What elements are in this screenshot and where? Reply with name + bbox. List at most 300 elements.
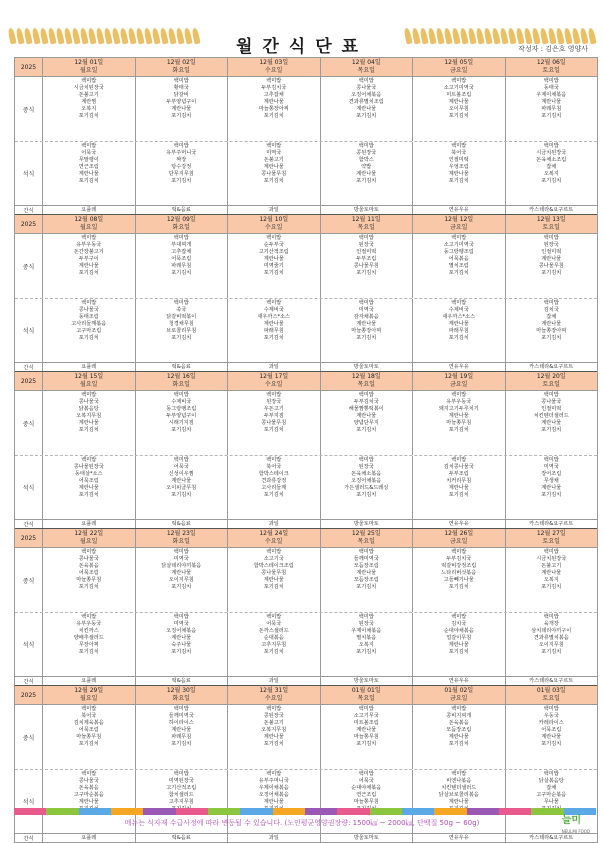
day-header <box>413 215 506 233</box>
day-date: 12월 19일 <box>444 373 474 380</box>
menu-item: 백미밥 <box>266 549 282 555</box>
menu-item: 계란나물 <box>541 734 562 741</box>
menu-item: 포기김치 <box>448 492 469 499</box>
menu-item: 포기김치 <box>78 270 99 277</box>
menu-item: 포기김치 <box>448 584 469 591</box>
menu-item: 백미밥 <box>451 300 467 306</box>
menu-item: 포기김치 <box>78 178 99 185</box>
day-weekday: 화요일 <box>172 224 190 231</box>
menu-item: 콩나물국 <box>78 556 99 563</box>
menu-item: 마늘쫑무침 <box>446 420 472 427</box>
menu-item: 오복지 <box>358 642 374 649</box>
menu-item: 어묵국 <box>173 464 189 471</box>
menu-item: 미역국 <box>358 307 374 314</box>
snack-cell: 연유우유 <box>413 363 506 371</box>
menu-item: 백미밥 <box>451 143 467 149</box>
menu-item: 백미밥 <box>81 235 97 241</box>
menu-item: 두부김치국 <box>446 556 472 563</box>
menu-item: 마늘쫑장아찌 <box>258 106 289 113</box>
snack-row <box>15 206 597 215</box>
day-date: 12월 17일 <box>259 373 289 380</box>
day-weekday: 토요일 <box>542 67 560 74</box>
menu-item: 포기김치 <box>356 492 377 499</box>
day-weekday: 목요일 <box>357 538 375 545</box>
menu-item: 포기김치 <box>171 492 192 499</box>
menu-item: 콩비지찌개 <box>446 713 472 720</box>
day-header <box>321 529 414 547</box>
day-date: 01월 01일 <box>351 687 381 694</box>
menu-item: 미역된장국 <box>168 778 194 785</box>
menu-item: 계란나물 <box>356 727 377 734</box>
menu-item: 파래무침 <box>541 106 562 113</box>
menu-item: 계란나물 <box>263 799 284 806</box>
menu-item: 계란나물 <box>263 256 284 263</box>
week-header-row <box>15 686 597 705</box>
menu-item: 백미밥 <box>451 78 467 84</box>
menu-item: 감자채볶음 <box>353 314 379 321</box>
footer-note: 메뉴는 식자재 수급사정에 따라 변동될 수 있습니다. (노인평균영양권장량: 1500㎉ ~ 2000㎉, 단백질 50g ~ 60g) <box>124 819 480 827</box>
menu-item: 백미밥 <box>173 235 189 241</box>
dinner-cell <box>413 456 506 519</box>
menu-item: 백미밥 <box>266 143 282 149</box>
day-date: 12월 10일 <box>259 216 289 223</box>
menu-item: 계란찜 <box>81 99 97 106</box>
day-date: 12월 15일 <box>74 373 104 380</box>
day-date: 12월 29일 <box>74 687 104 694</box>
menu-item: 계란나물 <box>78 171 99 178</box>
menu-item: 우제이채볶음 <box>351 628 382 635</box>
menu-item: 계란나물 <box>171 727 192 734</box>
menu-item: 어묵조림 <box>78 727 99 734</box>
lunch-cell <box>228 391 321 455</box>
menu-item: 계란나물 <box>171 570 192 577</box>
menu-item: 된장국 <box>266 399 282 406</box>
snack-cell: 떡&음료 <box>136 520 229 528</box>
menu-item: 백미밥 <box>358 78 374 84</box>
menu-item: 모듬장조림 <box>446 727 472 734</box>
menu-item: 콩나물무침 <box>261 171 287 178</box>
menu-item: 포기김치 <box>171 178 192 185</box>
menu-item: 모듬장조림 <box>353 577 379 584</box>
menu-item: 포기김치 <box>356 270 377 277</box>
lunch-cell <box>506 77 598 141</box>
lunch-cell <box>506 391 598 455</box>
menu-item: 오징어채볶음 <box>258 792 289 799</box>
menu-item: 양배추샐러드 <box>73 635 104 642</box>
menu-item: 계란나물 <box>78 263 99 270</box>
menu-item: 백미밥 <box>358 392 374 398</box>
menu-item: 계란나물 <box>263 99 284 106</box>
lunch-cell <box>228 705 321 769</box>
menu-item: 계란나물 <box>541 99 562 106</box>
menu-item: 계란나물 <box>541 256 562 263</box>
day-header <box>228 215 321 233</box>
day-date: 12월 13일 <box>536 216 566 223</box>
day-header <box>228 686 321 704</box>
menu-item: 백미밥 <box>543 143 559 149</box>
lunch-cell <box>136 234 229 298</box>
menu-item: 닭살브로콜리볶음 <box>438 792 479 799</box>
menu-item: 포기김치 <box>448 270 469 277</box>
lunch-row <box>15 234 597 299</box>
menu-item: 포기김치 <box>78 335 99 342</box>
menu-item: 어묵조림 <box>78 478 99 485</box>
menu-item: 계란나물 <box>263 164 284 171</box>
day-weekday: 화요일 <box>172 67 190 74</box>
menu-item: 어묵국 <box>358 778 374 785</box>
menu-item: 인절미떡 <box>541 406 562 413</box>
menu-item: 백미밥 <box>543 392 559 398</box>
menu-item: 콩나물국 <box>78 399 99 406</box>
day-header <box>43 372 136 390</box>
day-weekday: 화요일 <box>172 381 190 388</box>
day-header <box>136 58 229 76</box>
dinner-cell <box>413 613 506 676</box>
day-date: 12월 12일 <box>444 216 474 223</box>
menu-item: 계란나물 <box>448 642 469 649</box>
dinner-cell <box>413 142 506 205</box>
menu-item: 돈육채소조림 <box>536 157 567 164</box>
menu-item: 마늘쫑무침 <box>76 734 102 741</box>
menu-item: 포기김치 <box>263 649 284 656</box>
menu-item: 백미밥 <box>451 706 467 712</box>
menu-item: 백미밥 <box>173 78 189 84</box>
snack-cell: 연유우유 <box>413 520 506 528</box>
day-date: 12월 09일 <box>166 216 196 223</box>
lunch-cell <box>228 548 321 612</box>
week-block <box>15 529 597 686</box>
snack-cell: 연유우유 <box>413 834 506 842</box>
menu-item: 포기김치 <box>448 335 469 342</box>
day-date: 12월 30일 <box>166 687 196 694</box>
dinner-label: 석식 <box>15 456 43 519</box>
day-date: 12월 04일 <box>351 59 381 66</box>
day-weekday: 월요일 <box>80 381 98 388</box>
dinner-label: 석식 <box>15 770 43 833</box>
menu-item: 얼갈이무침 <box>446 635 472 642</box>
menu-item: 포기김치 <box>171 741 192 748</box>
menu-item: 콩나물국 <box>78 778 99 785</box>
lunch-row <box>15 391 597 456</box>
menu-item: 단무지무침 <box>168 171 194 178</box>
menu-item: 포기김치 <box>356 427 377 434</box>
menu-item: 포기김치 <box>356 584 377 591</box>
day-header <box>43 58 136 76</box>
snack-cell: 떡&음료 <box>136 206 229 214</box>
day-weekday: 수요일 <box>265 381 283 388</box>
dinner-cell <box>321 613 414 676</box>
menu-item: 어묵조림 <box>78 570 99 577</box>
menu-item: 양념단무지 <box>353 420 379 427</box>
menu-item: 마늘쫑무침 <box>76 577 102 584</box>
day-weekday: 목요일 <box>357 381 375 388</box>
menu-item: 어묵국 <box>81 150 97 157</box>
day-date: 12월 18일 <box>351 373 381 380</box>
menu-item: 포기김치 <box>78 584 99 591</box>
year-label: 2025 <box>15 372 43 390</box>
menu-item: 북어국 <box>451 150 467 157</box>
menu-item: 오이피클무침 <box>166 485 197 492</box>
menu-item: 미역국 <box>266 150 282 157</box>
snack-cell: 과일 <box>228 834 321 842</box>
menu-item: 포기김치 <box>78 492 99 499</box>
snack-label: 간식 <box>15 363 43 371</box>
menu-item: 잡채 <box>546 785 557 792</box>
menu-item: 부대찌개 <box>171 242 192 249</box>
menu-item: 유부우동국 <box>76 242 102 249</box>
menu-item: 파래무침 <box>448 328 469 335</box>
day-weekday: 금요일 <box>450 695 468 702</box>
menu-item: 브로콜리무침 <box>166 328 197 335</box>
menu-item: 고추잡채 <box>263 92 284 99</box>
menu-item: 포기김치 <box>541 492 562 499</box>
menu-item: 파래무침 <box>171 263 192 270</box>
menu-item: 쑥국 <box>176 307 187 314</box>
menu-item: 포기김치 <box>171 270 192 277</box>
menu-item: 계란나물 <box>263 321 284 328</box>
menu-item: 장어조림 <box>541 471 562 478</box>
day-header <box>321 372 414 390</box>
day-weekday: 목요일 <box>357 67 375 74</box>
menu-item: 백미밥 <box>543 706 559 712</box>
menu-item: 고사리들깨볶음 <box>71 321 107 328</box>
menu-item: 백미밥 <box>173 392 189 398</box>
day-weekday: 수요일 <box>265 695 283 702</box>
menu-item: 백미밥 <box>543 549 559 555</box>
menu-item: 백미밥 <box>451 457 467 463</box>
menu-item: 시금치된장국 <box>536 556 567 563</box>
menu-item: 닭볶음탕 <box>78 406 99 413</box>
menu-item: 새우까스*소스 <box>442 314 476 321</box>
lunch-cell <box>413 391 506 455</box>
menu-item: 포기김치 <box>171 649 192 656</box>
lunch-cell <box>506 234 598 298</box>
menu-item: 백미밥 <box>543 78 559 84</box>
menu-item: 수제비국 <box>448 307 469 314</box>
menu-item: 고기산적조림 <box>166 785 197 792</box>
dinner-cell <box>43 613 136 676</box>
dinner-row <box>15 456 597 520</box>
menu-item: 포기김치 <box>263 178 284 185</box>
lunch-label: 중식 <box>15 234 43 298</box>
dinner-cell <box>228 142 321 205</box>
day-weekday: 금요일 <box>450 224 468 231</box>
dinner-row <box>15 142 597 206</box>
menu-item: 김치제육볶음 <box>73 720 104 727</box>
dinner-cell <box>506 142 598 205</box>
menu-item: 백미밥 <box>81 706 97 712</box>
menu-item: 마늘쫑장아찌 <box>536 328 567 335</box>
menu-item: 백미밥 <box>543 457 559 463</box>
dinner-cell <box>228 456 321 519</box>
menu-item: 계란나물 <box>448 413 469 420</box>
menu-item: 돈육볶음 <box>78 785 99 792</box>
dinner-cell <box>136 299 229 362</box>
day-header <box>506 686 598 704</box>
week-block <box>15 58 597 215</box>
day-weekday: 수요일 <box>265 67 283 74</box>
menu-item: 백미밥 <box>266 457 282 463</box>
dinner-cell <box>43 299 136 362</box>
snack-cell: 과일 <box>228 677 321 685</box>
snack-cell: 떡&음료 <box>136 677 229 685</box>
day-date: 12월 25일 <box>351 530 381 537</box>
day-header <box>506 215 598 233</box>
menu-item: 하이라이스 <box>168 720 194 727</box>
menu-item: 백미밥 <box>451 549 467 555</box>
menu-item: 연근조림 <box>356 792 377 799</box>
day-weekday: 토요일 <box>542 538 560 545</box>
menu-item: 유부주머니국 <box>258 778 289 785</box>
dinner-label: 석식 <box>15 142 43 205</box>
menu-item: 포기김치 <box>171 335 192 342</box>
menu-item: 백미밥 <box>543 235 559 241</box>
menu-item: 고구마순볶음 <box>536 792 567 799</box>
menu-item: 마늘쫑장아찌 <box>351 328 382 335</box>
page-header <box>0 0 604 58</box>
menu-item: 김치콩나물국 <box>443 464 474 471</box>
dinner-label: 석식 <box>15 613 43 676</box>
day-date: 12월 05일 <box>444 59 474 66</box>
menu-item: 돈불고기 <box>263 157 284 164</box>
menu-item: 계란나물 <box>448 799 469 806</box>
dinner-cell <box>506 613 598 676</box>
menu-item: 콩나물무침 <box>538 263 564 270</box>
menu-item: 삼치데리야끼구이 <box>531 628 572 635</box>
dinner-cell <box>321 456 414 519</box>
menu-item: 치킨까스 <box>78 628 99 635</box>
snack-cell: 요플레 <box>43 520 136 528</box>
day-date: 12월 11일 <box>351 216 381 223</box>
menu-item: 포기김치 <box>448 178 469 185</box>
menu-item: 우동국 <box>543 713 559 720</box>
snack-cell: 방울토마토 <box>321 520 414 528</box>
lunch-label: 중식 <box>15 705 43 769</box>
menu-item: 멸치조림 <box>448 263 469 270</box>
menu-item: 무나물 <box>543 799 559 806</box>
menu-item: 소고기국 <box>263 556 284 563</box>
day-header <box>136 372 229 390</box>
day-date: 12월 24일 <box>259 530 289 537</box>
dinner-cell <box>506 299 598 362</box>
menu-item: 무장아찌 <box>78 642 99 649</box>
snack-cell: 요플레 <box>43 834 136 842</box>
menu-item: 돈불고기 <box>78 92 99 99</box>
lunch-cell <box>228 77 321 141</box>
menu-item: 함박스테이크조림 <box>253 563 294 570</box>
day-header <box>506 529 598 547</box>
dinner-cell <box>136 613 229 676</box>
snack-cell: 카스테라&요구르트 <box>529 364 574 370</box>
day-date: 12월 20일 <box>536 373 566 380</box>
dinner-row <box>15 613 597 677</box>
day-header <box>43 529 136 547</box>
year-label: 2025 <box>15 686 43 704</box>
menu-item: 백미밥 <box>358 706 374 712</box>
lunch-cell <box>506 705 598 769</box>
menu-item: 백미밥 <box>543 300 559 306</box>
day-date: 12월 26일 <box>444 530 474 537</box>
menu-item: 포기김치 <box>356 335 377 342</box>
menu-item: 어묵볶음 <box>448 256 469 263</box>
lunch-cell <box>413 705 506 769</box>
week-header-row <box>15 215 597 234</box>
menu-item: 두부조림 <box>448 471 469 478</box>
day-header <box>506 372 598 390</box>
menu-item: 소고기미역국 <box>443 242 474 249</box>
menu-item: 된장국 <box>358 464 374 471</box>
day-date: 12월 02일 <box>166 59 196 66</box>
menu-item: 견과류멸치조림 <box>348 99 384 106</box>
lunch-cell <box>136 705 229 769</box>
day-date: 12월 23일 <box>166 530 196 537</box>
menu-item: 유부우동국 <box>446 399 472 406</box>
day-date: 12월 06일 <box>536 59 566 66</box>
menu-item: 미역국 <box>173 556 189 563</box>
menu-item: 계란나물 <box>171 478 192 485</box>
year-label: 2025 <box>15 58 43 76</box>
lunch-cell <box>43 391 136 455</box>
menu-item: 포기김치 <box>448 113 469 120</box>
menu-item: 백미밥 <box>81 549 97 555</box>
menu-item: 들깨미역국 <box>168 713 194 720</box>
day-header <box>136 686 229 704</box>
menu-item: 콩나물무침 <box>261 420 287 427</box>
menu-item: 오복지무침 <box>261 727 287 734</box>
snack-row <box>15 834 597 842</box>
menu-item: 포기김치 <box>356 178 377 185</box>
lunch-cell <box>43 548 136 612</box>
menu-item: 돈간장불고기 <box>73 249 104 256</box>
menu-item: 포기김치 <box>541 270 562 277</box>
snack-label: 간식 <box>15 677 43 685</box>
menu-item: 미역국 <box>173 621 189 628</box>
menu-item: 계란나물 <box>448 171 469 178</box>
menu-item: 백미밥 <box>81 300 97 306</box>
week-block <box>15 372 597 529</box>
color-stripe <box>14 808 596 815</box>
day-header <box>43 686 136 704</box>
menu-item: 닭살데리야끼볶음 <box>161 563 202 570</box>
menu-item: 비엔나볶음 <box>446 778 472 785</box>
lunch-cell <box>413 234 506 298</box>
lunch-cell <box>321 548 414 612</box>
lunch-cell <box>321 77 414 141</box>
menu-item: 견과류멸치볶음 <box>533 635 569 642</box>
logo-text: 늘미 <box>561 815 582 826</box>
snack-cell: 과일 <box>228 206 321 214</box>
dinner-cell <box>136 456 229 519</box>
snack-row <box>15 520 597 529</box>
menu-item: 두부조림 <box>356 256 377 263</box>
menu-item: 돈불고기 <box>541 563 562 570</box>
menu-item: 오징어채볶음 <box>351 478 382 485</box>
author-label: 작성자 : 김은호 영양사 <box>518 45 588 53</box>
menu-item: 닭살볶음탕 <box>538 778 564 785</box>
menu-item: 콩된장국 <box>263 713 284 720</box>
menu-item: 백미밥 <box>173 300 189 306</box>
day-weekday: 목요일 <box>357 224 375 231</box>
lunch-label: 중식 <box>15 77 43 141</box>
menu-item: 포기김치 <box>541 649 562 656</box>
snack-row <box>15 677 597 686</box>
menu-table <box>14 57 598 843</box>
snack-cell: 카스테라&요구르트 <box>529 678 574 684</box>
menu-item: 두부김치국 <box>353 399 379 406</box>
menu-item: 백미밥 <box>358 235 374 241</box>
menu-item: 치커리무침 <box>446 478 472 485</box>
day-weekday: 목요일 <box>357 695 375 702</box>
